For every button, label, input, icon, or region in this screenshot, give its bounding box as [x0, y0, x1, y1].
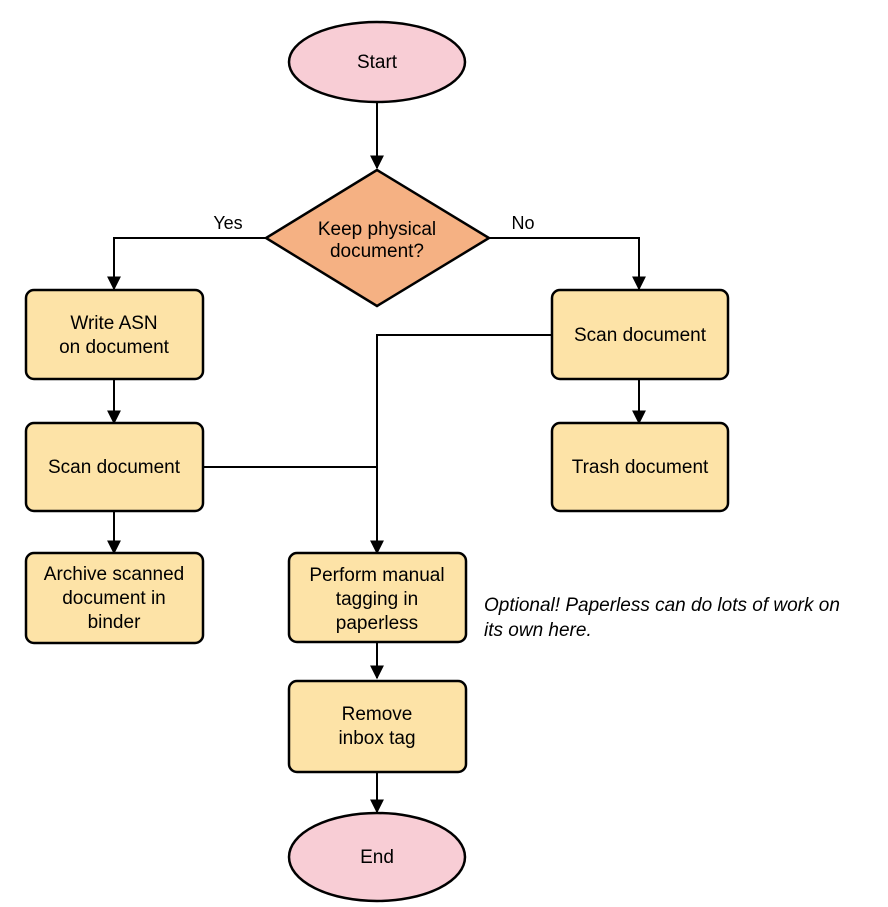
start-label: Start: [356, 52, 398, 74]
node-remove-inbox-tag[interactable]: [289, 681, 466, 772]
write-asn-label-line1: Write ASN: [70, 313, 158, 335]
connector-scan-right-to-manual-tagging: [377, 335, 552, 467]
archive-label-line3: binder: [87, 612, 141, 634]
node-archive-scanned-document[interactable]: [26, 553, 203, 643]
manual-tagging-label-line1: Perform manual: [309, 565, 445, 587]
connector-decision-to-write-asn: [114, 238, 266, 289]
write-asn-shape: [26, 290, 203, 379]
scan-document-right-label: Scan document: [573, 325, 707, 347]
note-optional-line1: Optional! Paperless can do lots of work on: [484, 595, 840, 616]
write-asn-label-line2: on document: [59, 337, 169, 359]
node-manual-tagging[interactable]: [289, 553, 466, 642]
edge-label-yes: Yes: [213, 213, 243, 233]
node-start[interactable]: [289, 22, 465, 102]
edge-label-no: No: [511, 213, 535, 233]
remove-inbox-tag-shape: [289, 681, 466, 772]
archive-label-line1: Archive scanned: [43, 564, 185, 586]
node-scan-document-right[interactable]: [552, 290, 728, 379]
end-label: End: [360, 847, 394, 869]
manual-tagging-label-line3: paperless: [335, 613, 419, 635]
node-end[interactable]: [289, 813, 465, 901]
trash-document-label: Trash document: [571, 457, 709, 479]
remove-inbox-tag-label-line1: Remove: [341, 704, 413, 726]
archive-label-line2: document in: [62, 588, 166, 610]
node-write-asn[interactable]: [26, 290, 203, 379]
connector-scan-left-to-manual-tagging: [204, 467, 377, 553]
connector-decision-to-scan-right: [489, 238, 639, 289]
remove-inbox-tag-label-line2: inbox tag: [338, 728, 416, 750]
note-optional: [484, 595, 840, 641]
manual-tagging-label-line2: tagging in: [335, 589, 419, 611]
node-scan-document-left[interactable]: [26, 423, 203, 511]
node-decision-keep-physical-document[interactable]: [266, 170, 489, 306]
decision-label-line2: document?: [329, 241, 425, 263]
note-optional-line2: its own here.: [484, 620, 592, 641]
node-trash-document[interactable]: [552, 423, 728, 511]
decision-label-line1: Keep physical: [317, 219, 437, 241]
scan-document-left-label: Scan document: [47, 457, 181, 479]
